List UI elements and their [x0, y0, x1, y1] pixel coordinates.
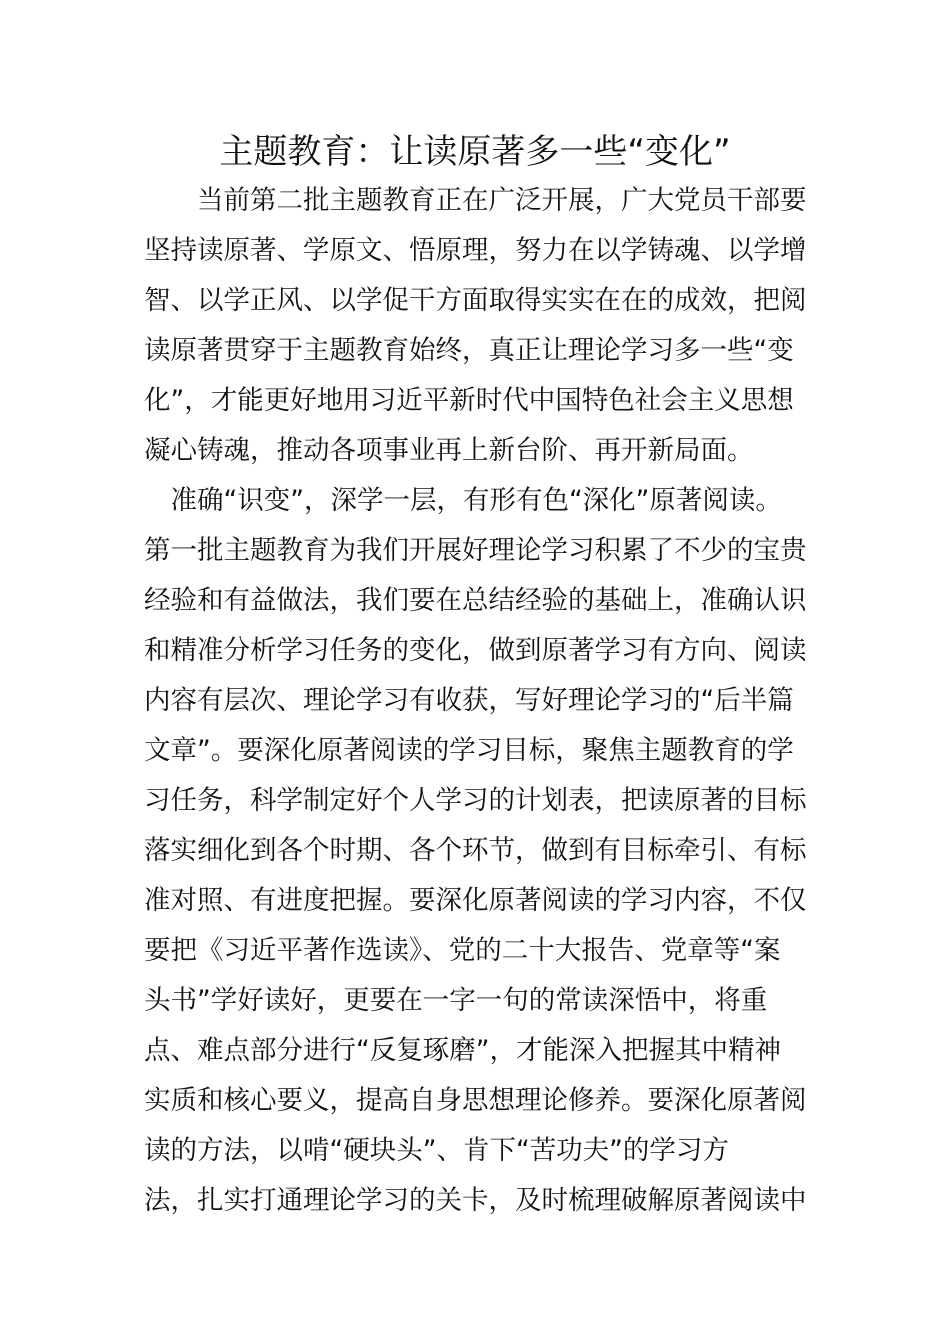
paragraph-line: 经验和有益做法，我们要在总结经验的基础上，准确认识 [144, 585, 807, 616]
paragraph-line: 化”，才能更好地用习近平新时代中国特色社会主义思想 [144, 385, 794, 416]
paragraph-line: 法，扎实打通理论学习的关卡，及时梳理破解原著阅读中 [144, 1185, 807, 1216]
paragraph-line: 要把《习近平著作选读》、党的二十大报告、党章等“案 [144, 935, 781, 966]
paragraph-line: 第一批主题教育为我们开展好理论学习积累了不少的宝贵 [144, 535, 807, 566]
paragraph-line: 头书”学好读好，更要在一字一句的常读深悟中，将重 [144, 985, 768, 1016]
paragraph-line: 凝心铸魂，推动各项事业再上新台阶、再开新局面。 [144, 435, 754, 466]
paragraph-line: 坚持读原著、学原文、悟原理，努力在以学铸魂、以学增 [144, 235, 807, 266]
document-body [144, 176, 812, 1226]
paragraph-line: 实质和核心要义，提高自身思想理论修养。要深化原著阅 [144, 1085, 807, 1116]
paragraph-line: 落实细化到各个时期、各个环节，做到有目标牵引、有标 [144, 835, 807, 866]
paragraph-line: 读原著贯穿于主题教育始终，真正让理论学习多一些“变 [144, 335, 794, 366]
paragraph-line: 读的方法，以啃“硬块头”、肯下“苦功夫”的学习方 [144, 1135, 729, 1166]
paragraph-line: 习任务，科学制定好个人学习的计划表，把读原著的目标 [144, 785, 807, 816]
document-title: 主题教育：让读原著多一些“变化” [219, 132, 731, 172]
paragraph-line: 当前第二批主题教育正在广泛开展，广大党员干部要 [144, 185, 807, 216]
paragraph-line: 内容有层次、理论学习有收获，写好理论学习的“后半篇 [144, 685, 794, 716]
paragraph-line: 准对照、有进度把握。要深化原著阅读的学习内容，不仅 [144, 885, 807, 916]
paragraph-line: 准确“识变”，深学一层，有形有色“深化”原著阅读。 [144, 485, 782, 516]
paragraph-line: 智、以学正风、以学促干方面取得实实在在的成效，把阅 [144, 285, 807, 316]
paragraph-line: 和精准分析学习任务的变化，做到原著学习有方向、阅读 [144, 635, 807, 666]
paragraph-line: 点、难点部分进行“反复琢磨”，才能深入把握其中精神 [144, 1035, 781, 1066]
paragraph-line: 文章”。要深化原著阅读的学习目标，聚焦主题教育的学 [144, 735, 794, 766]
